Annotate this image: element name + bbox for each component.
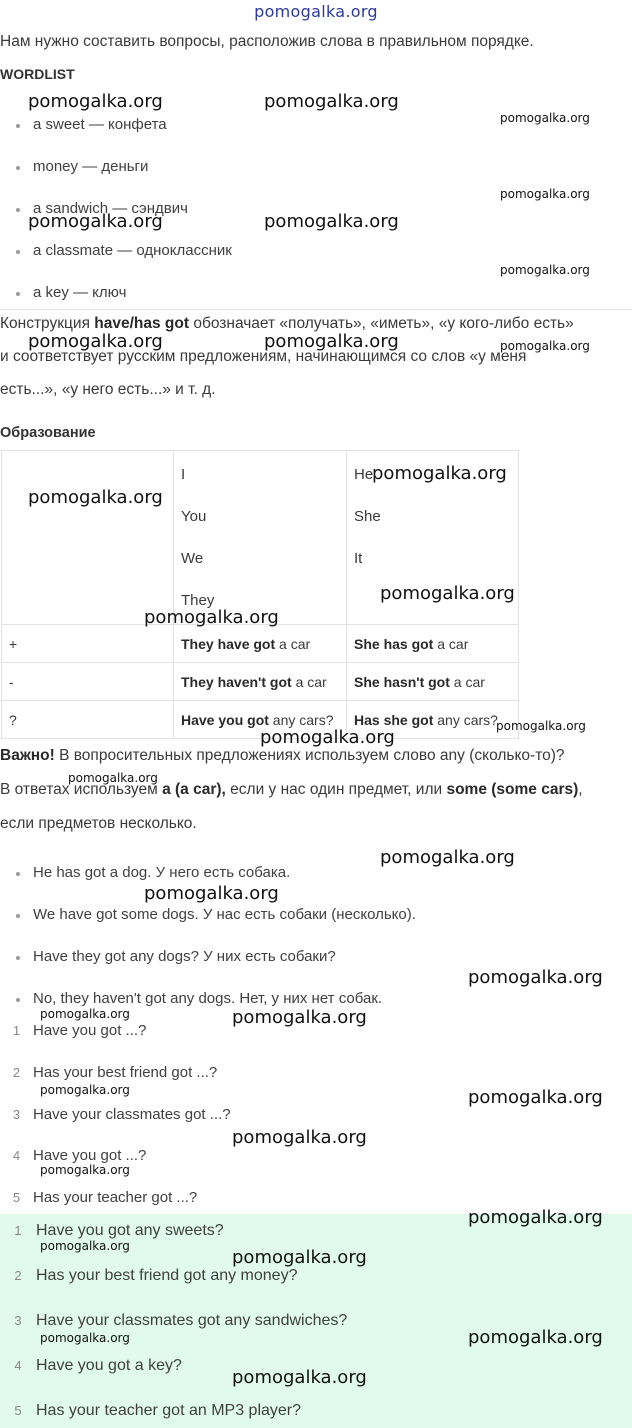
intro-text: Нам нужно составить вопросы, расположив слова в правильном порядке. bbox=[0, 33, 534, 50]
watermark: pomogalka.org bbox=[144, 883, 279, 904]
answer-item: 2 Has your best friend got any money? bbox=[14, 1267, 298, 1284]
watermark: pomogalka.org bbox=[468, 1207, 603, 1228]
table-row bbox=[2, 663, 519, 701]
watermark: pomogalka.org bbox=[40, 1331, 130, 1345]
watermark: pomogalka.org bbox=[468, 967, 603, 988]
watermark: pomogalka.org bbox=[468, 1327, 603, 1348]
table-cell: They have got a car bbox=[174, 625, 347, 663]
watermark: pomogalka.org bbox=[40, 1239, 130, 1253]
table-cell: Has she got any cars? bbox=[347, 701, 519, 739]
pronoun: They bbox=[181, 591, 215, 609]
task-item: 3 Have your classmates got ...? bbox=[12, 1106, 231, 1123]
wordlist-heading: WORDLIST bbox=[0, 66, 75, 82]
example-item: He has got a dog. У него есть собака. bbox=[16, 864, 290, 881]
answer-item: 5 Has your teacher got an MP3 player? bbox=[14, 1402, 302, 1419]
example-item: We have got some dogs. У нас есть собаки (несколько). bbox=[16, 906, 416, 923]
table-cell bbox=[174, 451, 347, 625]
answer-item: 3 Have your classmates got any sandwiches? bbox=[14, 1312, 348, 1329]
site-logo[interactable]: pomogalka.org bbox=[254, 2, 378, 21]
pronoun: It bbox=[354, 550, 363, 567]
pronoun: He bbox=[354, 466, 374, 483]
answer-item: 4 Have you got a key? bbox=[14, 1357, 182, 1374]
watermark: pomogalka.org bbox=[232, 1007, 367, 1028]
watermark: pomogalka.org bbox=[40, 1083, 130, 1097]
table-cell: They haven't got a car bbox=[174, 663, 347, 701]
list-item: a key — ключ bbox=[16, 284, 126, 301]
list-item: money — деньги bbox=[16, 158, 148, 175]
task-item: 4 Have you got ...? bbox=[12, 1147, 147, 1164]
example-item: Have they got any dogs? У них есть собаки? bbox=[16, 948, 336, 965]
watermark: pomogalka.org bbox=[496, 719, 586, 733]
pronoun: She bbox=[354, 508, 381, 525]
watermark: pomogalka.org bbox=[28, 91, 163, 112]
list-item: a sandwich — сэндвич bbox=[16, 200, 188, 217]
table-cell: + bbox=[2, 625, 174, 663]
watermark: pomogalka.org bbox=[264, 211, 399, 232]
watermark: pomogalka.org bbox=[232, 1127, 367, 1148]
watermark: pomogalka.org bbox=[232, 1247, 367, 1268]
watermark: pomogalka.org bbox=[468, 1087, 603, 1108]
pronoun: We bbox=[181, 549, 204, 567]
watermark: pomogalka.org bbox=[380, 847, 515, 868]
construction-text: Конструкция have/has got обозначает «получать», «иметь», «у кого-либо есть» bbox=[0, 315, 574, 332]
important-text: если предметов несколько. bbox=[0, 815, 197, 832]
pronoun: You bbox=[181, 507, 207, 525]
answer-item: 1 Have you got any sweets? bbox=[14, 1222, 224, 1239]
task-item: 2 Has your best friend got ...? bbox=[12, 1064, 218, 1081]
watermark: pomogalka.org bbox=[260, 727, 395, 748]
watermark: pomogalka.org bbox=[232, 1367, 367, 1388]
table-cell bbox=[2, 451, 174, 625]
watermark: pomogalka.org bbox=[68, 771, 158, 785]
watermark: pomogalka.org bbox=[372, 463, 507, 484]
formation-heading: Образование bbox=[0, 425, 96, 441]
construction-text: есть...», «у него есть...» и т. д. bbox=[0, 381, 216, 398]
table-cell: - bbox=[2, 663, 174, 701]
watermark: pomogalka.org bbox=[500, 111, 590, 125]
watermark: pomogalka.org bbox=[500, 263, 590, 277]
task-item: 5 Has your teacher got ...? bbox=[12, 1189, 198, 1206]
list-item: a classmate — одноклассник bbox=[16, 242, 232, 259]
watermark: pomogalka.org bbox=[28, 331, 163, 352]
watermark: pomogalka.org bbox=[500, 339, 590, 353]
table-cell: ? bbox=[2, 701, 174, 739]
watermark: pomogalka.org bbox=[28, 487, 163, 508]
watermark: pomogalka.org bbox=[144, 607, 279, 628]
important-text: Важно! В вопросительных предложениях используем слово any (сколько-то)? bbox=[0, 747, 565, 764]
watermark: pomogalka.org bbox=[500, 187, 590, 201]
table-cell: Have you got any cars? bbox=[174, 701, 347, 739]
watermark: pomogalka.org bbox=[264, 331, 399, 352]
list-item: a sweet — конфета bbox=[16, 116, 167, 133]
watermark: pomogalka.org bbox=[40, 1163, 130, 1177]
watermark: pomogalka.org bbox=[380, 583, 515, 604]
example-item: No, they haven't got any dogs. Нет, у них нет собак. bbox=[16, 990, 382, 1007]
pronoun: I bbox=[181, 465, 186, 483]
divider bbox=[0, 309, 632, 310]
table-cell: She hasn't got a car bbox=[347, 663, 519, 701]
construction-text: и соответствует русским предложениям, начинающимся со слов «у меня bbox=[0, 348, 527, 365]
important-text: В ответах используем a (a car), если у нас один предмет, или some (some cars), bbox=[0, 781, 583, 798]
watermark: pomogalka.org bbox=[264, 91, 399, 112]
watermark: pomogalka.org bbox=[28, 211, 163, 232]
table-cell: She has got a car bbox=[347, 625, 519, 663]
table-row bbox=[2, 625, 519, 663]
watermark: pomogalka.org bbox=[40, 1007, 130, 1021]
task-item: 1 Have you got ...? bbox=[12, 1022, 147, 1039]
